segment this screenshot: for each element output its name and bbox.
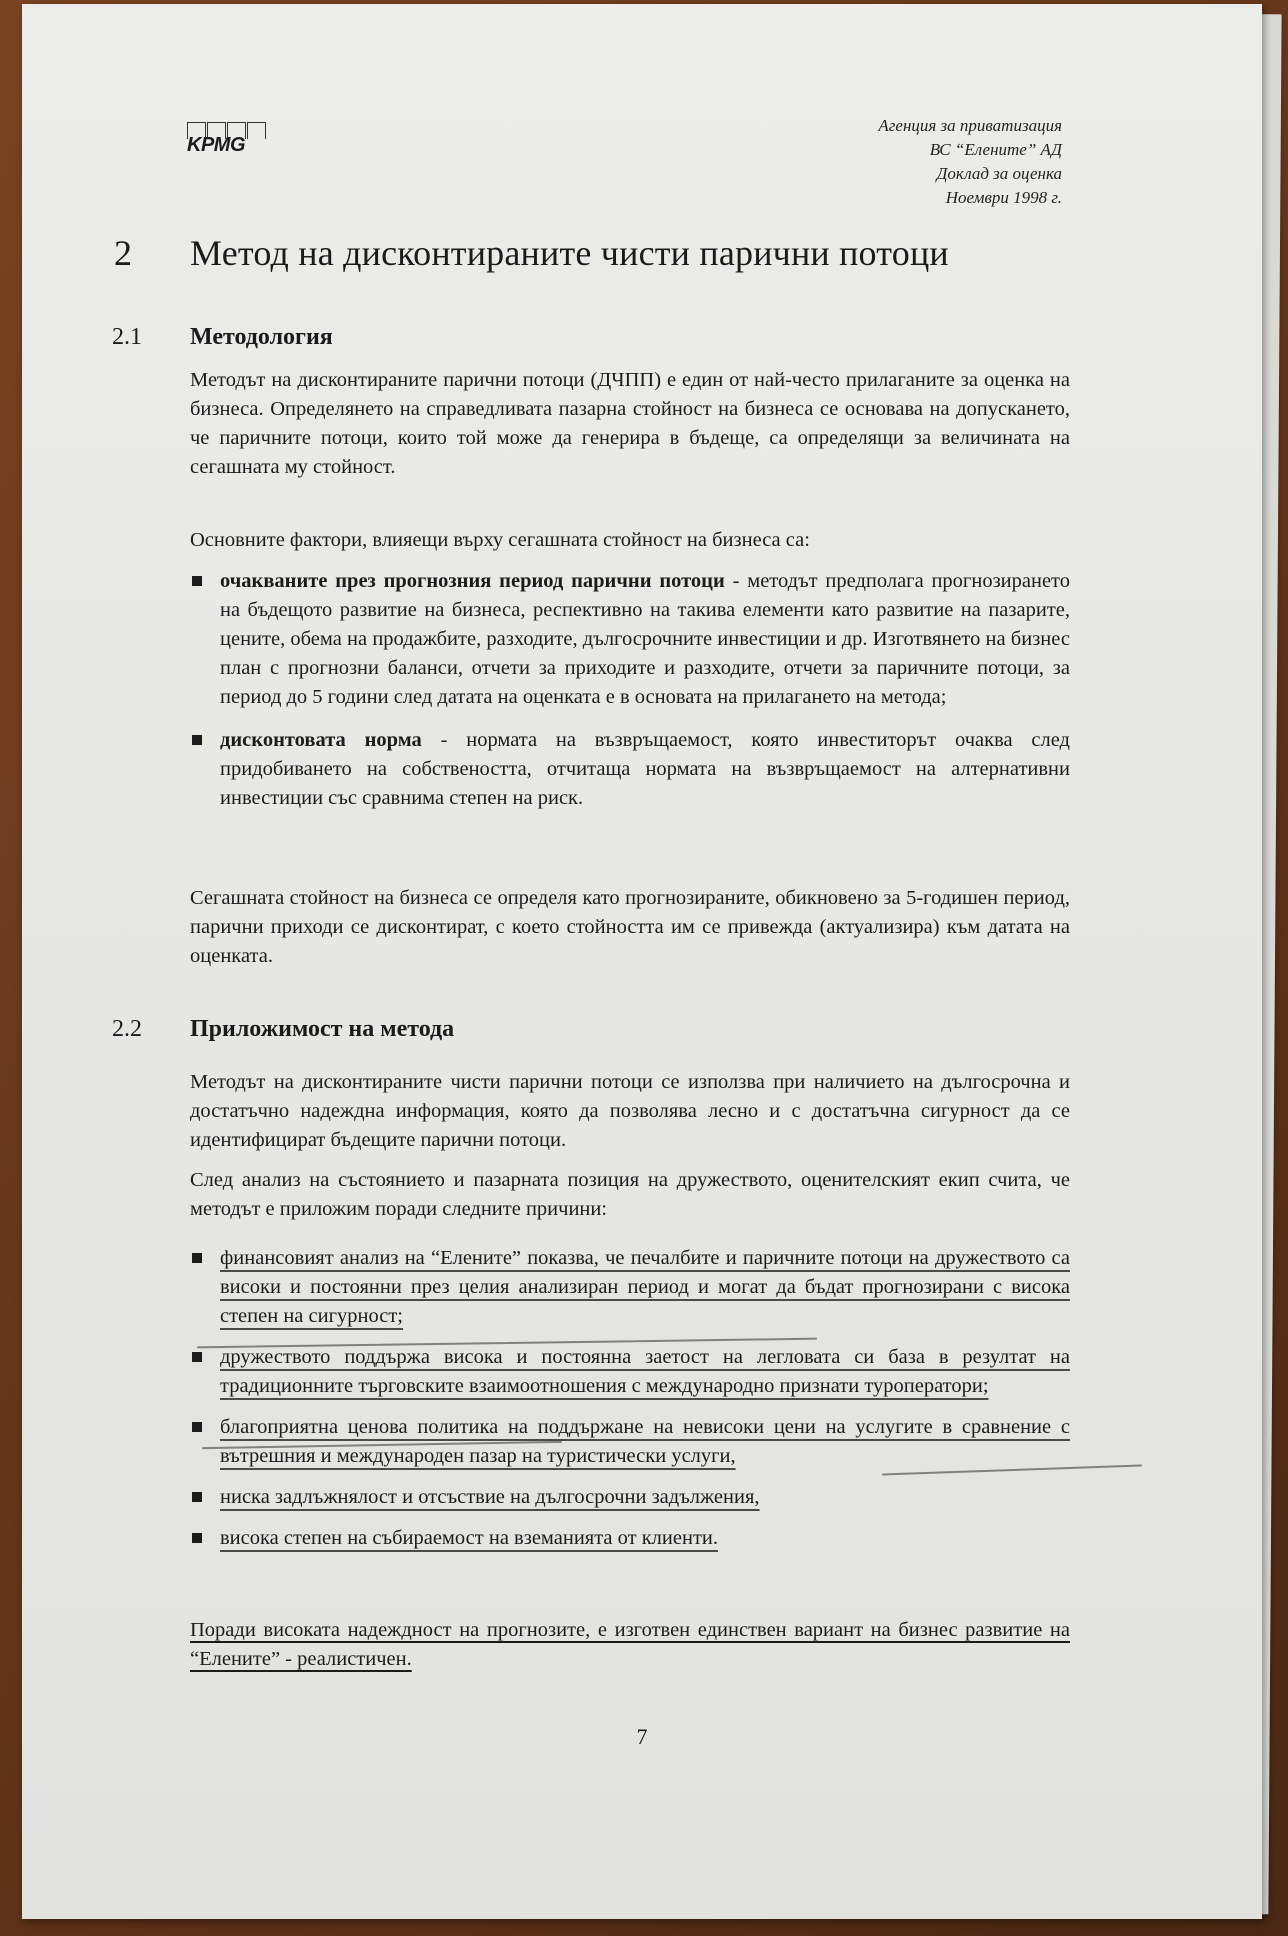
reasons-intro: След анализ на състоянието и пазарната позиция на дружеството, оценителският екип счита, че методът е приложим поради следните причини: [190,1169,1070,1220]
logo-text: KPMG [187,134,245,156]
list-item [190,567,1070,712]
bullet-square-icon [192,735,202,745]
list-item [190,1524,1070,1553]
header-line-report: Доклад за оценка [936,164,1062,183]
page-number: 7 [636,1724,648,1749]
subsection-2-number: 2.2 [112,1016,142,1042]
header-line-company: ВС “Елените” АД [929,140,1062,159]
applicability-paragraph: Методът на дисконтираните чисти парични потоци се използва при наличието на дългосрочна и достатъчно надеждна информация, която да позволява лесно и с достатъчна сигурност да се идентифицират бъдещите парични потоци. [190,1071,1070,1151]
list-item-term: дисконтовата норма [220,729,422,751]
reasons-list [190,1244,1070,1553]
kpmg-logo [187,122,287,166]
list-item-term: очакваните през прогнозния период парични потоци [220,570,725,592]
subsection-1-number: 2.1 [112,324,142,350]
list-item [190,1244,1070,1331]
bullet-square-icon [192,1253,202,1263]
list-item-text: висока степен на събираемост на вземанията от клиенти. [220,1527,719,1549]
document-header [878,114,1062,210]
bullet-square-icon [192,1352,202,1362]
bullet-square-icon [192,1422,202,1432]
subsection-1-title: Методология [190,324,333,350]
header-line-agency: Агенция за приватизация [878,116,1062,135]
list-item-text: - методът предполага прогнозирането на бъдещото развитие на бизнеса, респективно на такива елементи като развитие на пазарите, цените, обема на продажбите, разходите, дългосрочните инвестиции и др. Изготвянето на бизнес план с прогнозни баланси, отчети за приходите и разходите, отчети за паричните потоци, за период до 5 години след датата на оценката е в основата на прилагането на метода; [220,570,1070,708]
section-title: Метод на дисконтираните чисти парични потоци [190,233,949,273]
list-item-text: дружеството поддържа висока и постоянна заетост на легловата си база в резултат на традиционните търговските взаимоотношения с международно признати туроператори; [220,1346,1070,1397]
document-page [22,4,1262,1919]
list-item-text: финансовият анализ на “Елените” показва, че печалбите и паричните потоци на дружеството са високи и постоянни през целия анализиран период и могат да бъдат прогнозирани с висока степен на сигурност; [220,1247,1070,1327]
bullet-square-icon [192,1492,202,1502]
subsection-2-title: Приложимост на метода [190,1016,455,1042]
bullet-square-icon [192,1533,202,1543]
list-item [190,1413,1070,1471]
factors-list [190,567,1070,813]
factors-intro: Основните фактори, влияещи върху сегашната стойност на бизнеса са: [190,529,810,551]
list-item-text: - нормата на възвръщаемост, която инвеститорът очаква след придобиването на собствеността, отчитаща нормата на възвръщаемост на алтернативни инвестиции със сравнима степен на риск. [220,729,1070,809]
list-item-text: благоприятна ценова политика на поддържане на невисоки цени на услугите в сравнение с вътрешния и международен пазар на туристически услуги, [220,1416,1070,1467]
present-value-paragraph: Сегашната стойност на бизнеса се определя като прогнозираните, обикновено за 5-годишен период, парични приходи се дисконтират, с което стойността им се привежда (актуализира) към датата на оценката. [190,887,1070,967]
list-item [190,1483,1070,1512]
methodology-paragraph: Методът на дисконтираните парични потоци (ДЧПП) е един от най-често прилаганите за оценка на бизнеса. Определянето на справедливата пазарна стойност на бизнеса се основава на допускането, че паричните потоци, които той може да генерира в бъдеще, са определящи за величината на сегашната му стойност. [190,369,1070,478]
conclusion-paragraph: Поради високата надеждност на прогнозите, е изготвен единствен вариант на бизнес развитие на “Елените” - реалистичен. [190,1619,1070,1670]
list-item [190,726,1070,813]
list-item [190,1343,1070,1401]
bullet-square-icon [192,576,202,586]
list-item-text: ниска задлъжнялост и отсъствие на дългосрочни задължения, [220,1486,760,1508]
section-number: 2 [114,233,132,273]
header-line-date: Ноември 1998 г. [945,188,1062,207]
